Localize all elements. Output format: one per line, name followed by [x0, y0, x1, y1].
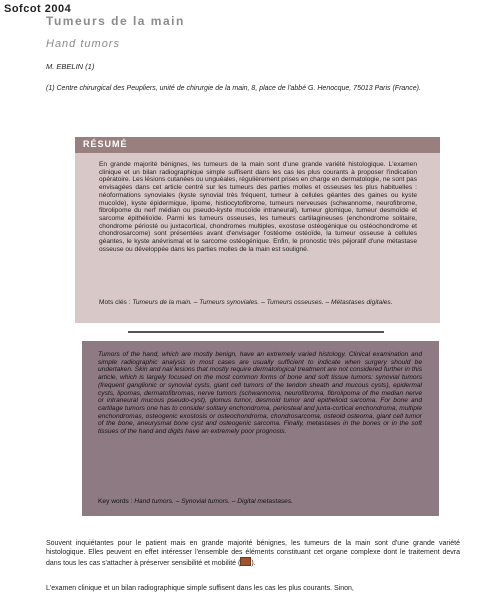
- abstract-box: [82, 341, 439, 516]
- article-title: Tumeurs de la main: [46, 14, 185, 28]
- resume-keywords-list: Tumeurs de la main. – Tumeurs synoviales. – Tumeurs osseuses. – Métastases digitales.: [132, 299, 393, 306]
- body-paragraph-1-text: Souvent inquiétantes pour le patient mais en grande majorité bénignes, les tumeurs de la main sont d'une grande variété histologique. Elles peuvent en effet intéresser l'ensemble des éléments constituant cet organe complexe dont le traitement devra dans tous les cas s'attacher à préserver sensibilité et mobilité (: [46, 540, 460, 567]
- resume-keywords-label: Mots clés :: [99, 299, 133, 306]
- abstract-keywords: [98, 498, 422, 506]
- article-author: M. EBELIN (1): [46, 62, 95, 71]
- body-paragraph-1: [46, 539, 460, 568]
- body-paragraph-2: L'examen clinique et un bilan radiographique simple suffisent dans les cas les plus courants. Sinon,: [46, 585, 354, 592]
- reference-link-icon[interactable]: [240, 557, 251, 566]
- abstract-text: Tumors of the hand, which are mostly benign, have an extremely varied histology. Clinical examination and simple radiographic analysis in most cases are usually sufficient to indicate when surgery should be undertaken. Skin and nail lesions that mostly require dermatological treatment are not considered further in this article, which is largely focused on the most common forms of bone and soft tissue tumors: synovial tumors (frequent ganglionic or synovial cysts, giant cell tumors of the tendon sheath and mucous cysts), epidermal cysts, lipomas, dermatofibromas, nerve tumors (schwannoma, neurofibroma, fibrolipoma of the median nerve or intraneural mucous pseudo-cyst), glomus tumor, desmoid tumor and epithelioid sarcoma. For bone and cartilage tumors one has to consider solitary enchondroma, periosteal and juxta-cortical enchondroma, multiple enchondromas, osteogenic exostosis or osteochondroma, chondrosarcoma, osteoid osteoma, giant cell tumor of the bone, aneurysmal bone cyst and osteogenic sarcoma. Finally, metastases in the bones or in the soft tissues of the hand and digits have an extremely poor prognosis.: [98, 351, 422, 436]
- author-affiliation: (1) Centre chirurgical des Peupliers, unité de chirurgie de la main, 8, place de l'abbé G. Henocque, 75013 Paris (France).: [46, 85, 421, 92]
- journal-tag: Sofcot 2004: [4, 3, 72, 15]
- section-divider: [128, 331, 384, 333]
- resume-heading: RÉSUMÉ: [83, 139, 128, 149]
- body-paragraph-1-end: ).: [251, 560, 256, 567]
- resume-box: [75, 137, 440, 323]
- resume-text: En grande majorité bénignes, les tumeurs de la main sont d'une grande variété histologique. L'examen clinique et un bilan radiographique simple suffisent dans les cas les plus courants à proposer l'indication opératoire. Les lésions cutanées ou unguéales, régulièrement prises en charge en dermatologie, ne sont pas envisagées dans cet article centré sur les tumeurs des parties molles et osseuses les plus habituelles : néoformations synoviales (kyste synovial très fréquent, tumeur à cellules géantes des gaines ou kyste mucoïde), kyste épidermique, lipome, histiocytofibrome, tumeurs nerveuses (schwannome, neurofibrome, fibrolipome du nerf médian ou pseudo-kyste mucoïde intraneural), tumeur glomique, tumeur desmoïde et sarcome épithélioïde. Parmi les tumeurs osseuses, les tumeurs cartilagineuses (enchondrome solitaire, chondrome périosté ou juxtacortical, chondromes multiples, exostose ostéogénique ou ostéochondrome et chondrosarcome) sont présentées avant d'envisager l'ostéome ostéoïde, la tumeur osseuse à cellules géantes, le kyste anévrismal et le sarcome ostéogénique. Enfin, le pronostic très péjoratif d'une métastase osseuse ou développée dans les parties molles de la main est souligné.: [99, 161, 417, 253]
- resume-header: [75, 137, 440, 153]
- article-subtitle: Hand tumors: [46, 38, 120, 50]
- resume-keywords: [99, 299, 417, 307]
- abstract-keywords-list: Hand tumors. – Synovial tumors. – Digital metastases.: [134, 498, 293, 505]
- abstract-keywords-label: Key words :: [98, 498, 135, 505]
